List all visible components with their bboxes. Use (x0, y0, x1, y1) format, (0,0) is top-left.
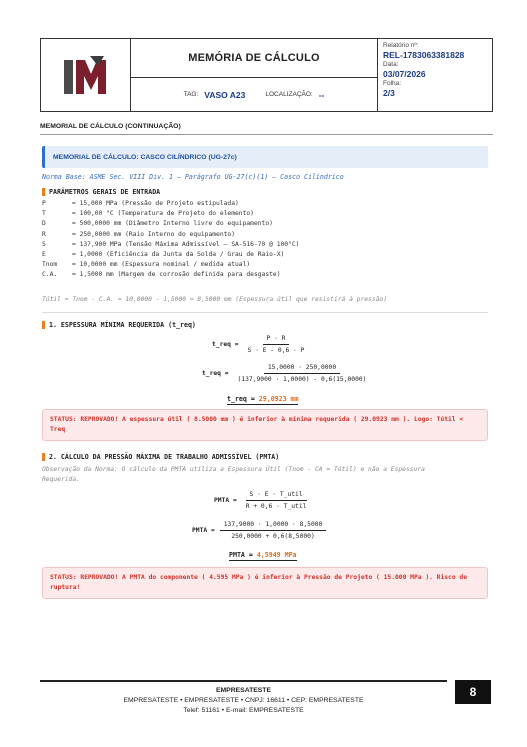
document-title: MEMÓRIA DE CÁLCULO (131, 39, 377, 78)
status-alert-2: STATUS: REPROVADO! A PMTA do componente ( 4.595 MPa ) é inferior à Pressão de Projeto ( 15.000 MPa ). Risco de ruptura! (42, 567, 488, 599)
footer-details: EMPRESATESTE • EMPRESATESTE • CNPJ: 16611 • CEP: EMPRESATESTE (123, 697, 364, 704)
param-value: = 250,0000 mm (Raio Interno do equipamento) (72, 230, 236, 238)
param-key: D (42, 220, 46, 228)
param-value: = 10,0000 mm (Espessura nominal / medida atual) (72, 261, 251, 269)
pmta-numerator: S · E · T_util (246, 491, 307, 501)
treq-result (227, 395, 298, 405)
param-row (42, 250, 299, 260)
pmta-sub-denominator: 250,0000 + 0,6(8,5000) (231, 533, 315, 540)
sheet-label: Folha: (383, 79, 402, 87)
report-header (40, 38, 493, 112)
param-key: E (42, 251, 46, 259)
param-value: = 1,0000 (Eficiência da Junta da Solda / Grau de Raio-X) (72, 251, 285, 259)
pmta-denominator: R + 0,6 · T_util (245, 503, 307, 510)
tag-value: VASO A23 (204, 89, 246, 100)
section2-heading (42, 453, 279, 461)
tutil-note: Tútil = Tnom - C.A. = 10,0000 - 1,5000 = 8,5000 mm (Espessura útil que resistirá à pressão) (42, 296, 387, 303)
treq-lhs-2: t_req = (202, 370, 229, 377)
heading-bar-icon (42, 321, 45, 329)
param-key: P (42, 200, 46, 207)
param-key: C.A. (42, 271, 58, 279)
sheet-value: 2/3 (383, 87, 395, 98)
section-label: MEMORIAL DE CÁLCULO (CONTINUAÇÃO) (40, 123, 493, 135)
param-row (42, 230, 299, 240)
param-value: = 137,900 MPa (Tensão Máxima Admissível — SA-516-70 @ 100°C) (72, 240, 300, 248)
section1-heading (42, 321, 196, 329)
treq-lhs: t_req = (212, 341, 239, 348)
param-row (42, 209, 299, 219)
report-info (378, 39, 492, 111)
param-row (42, 260, 299, 270)
company-logo (41, 39, 131, 111)
param-key: T (42, 210, 46, 218)
footer-divider (40, 680, 447, 682)
norma-observation: Observação da Norma: O cálculo da PMTA utiliza a Espessura Útil (Tnom - CA = Tútil) e não a Espessura Requerida. (42, 466, 425, 483)
param-key: R (42, 230, 46, 238)
im-logo-icon (60, 52, 112, 98)
page-footer (40, 686, 447, 716)
treq-numerator: P · R (263, 335, 290, 345)
pmta-lhs-2: PMTA = (192, 527, 215, 534)
treq-formula (212, 335, 308, 354)
treq-substitution (202, 364, 370, 383)
footer-contact: Telef: 51161 • E-mail: EMPRESATESTE (183, 707, 304, 714)
norma-reference: Norma Base: ASME Sec. VIII Div. 1 — Parágrafo UG-27(c)(1) — Casco Cilíndrico (42, 173, 344, 181)
heading-bar-icon (42, 453, 45, 461)
param-row (42, 219, 299, 229)
params-heading (42, 188, 160, 196)
pmta-formula (214, 491, 310, 510)
param-value: = 100,00 °C (Temperatura de Projeto do elemento) (72, 210, 254, 218)
date-label: Data: (383, 60, 399, 68)
location-value: -- (318, 89, 325, 100)
pmta-result-label: PMTA = (229, 551, 253, 559)
treq-result-label: t_req = (227, 395, 255, 403)
pmta-lhs: PMTA = (214, 497, 237, 504)
pmta-sub-numerator: 137,9000 · 1,0000 · 8,5000 (220, 521, 327, 531)
date-value: 03/07/2026 (383, 68, 426, 79)
treq-denominator: S · E - 0,6 · P (247, 347, 305, 354)
params-list (42, 199, 299, 281)
calc-banner: MEMORIAL DE CÁLCULO: CASCO CILÍNDRICO (UG-27c) (42, 146, 488, 168)
treq-result-value: 29,0923 mm (258, 395, 299, 403)
param-row (42, 199, 299, 209)
param-row (42, 270, 299, 280)
param-value: = 500,0000 mm (Diâmetro Interno livre do equipamento) (72, 220, 273, 228)
param-key: Tnom (42, 261, 58, 269)
divider (42, 312, 488, 313)
param-row (42, 240, 299, 250)
treq-sub-numerator: 15,0000 · 250,0000 (264, 364, 340, 374)
param-key: S (42, 240, 46, 248)
heading-bar-icon (42, 188, 45, 196)
footer-company: EMPRESATESTE (215, 687, 271, 694)
tag-row (131, 78, 377, 111)
status-alert-1: STATUS: REPROVADO! A espessura útil ( 8.5000 mm ) é inferior à mínima requerida ( 29.0923 mm ). Logo: Tútil < Treq (42, 409, 488, 441)
param-value: = 15,000 MPa (Pressão de Projeto estipulada) (72, 200, 239, 207)
section2-title: 2. CÁLCULO DA PRESSÃO MÁXIMA DE TRABALHO ADMISSÍVEL (PMTA) (49, 453, 280, 461)
page-number: 8 (455, 680, 491, 704)
treq-sub-denominator: (137,9000 · 1,0000) - 0,6(15,0000) (237, 376, 367, 383)
pmta-result (229, 551, 297, 561)
pmta-result-value: 4,5949 MPa (256, 551, 297, 559)
section1-title: 1. ESPESSURA MÍNIMA REQUERIDA (t_req) (49, 321, 196, 329)
report-label: Relatório nº: (383, 42, 419, 49)
tag-label: TAG: (183, 91, 199, 98)
pmta-substitution (192, 521, 326, 540)
params-title: PARÂMETROS GERAIS DE ENTRADA (49, 188, 161, 196)
location-label: LOCALIZAÇÃO: (265, 91, 313, 98)
report-number: REL-1783063381828 (383, 49, 465, 60)
param-value: = 1,5000 mm (Margem de corrosão definida para desgaste) (72, 271, 281, 279)
